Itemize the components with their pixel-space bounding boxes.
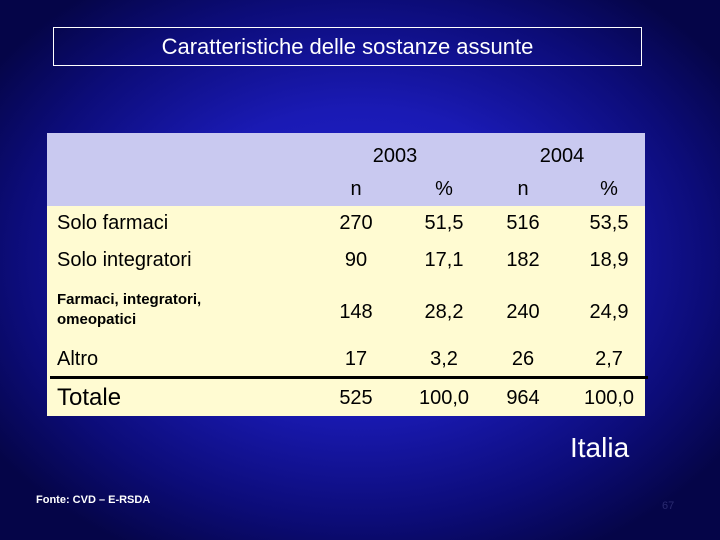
table-cell: 270	[339, 212, 373, 234]
row-label-farmaci-integratori-omeopatici	[57, 290, 201, 330]
slide-title: Caratteristiche delle sostanze assunte	[161, 33, 534, 59]
table-cell: 516	[506, 212, 540, 234]
subheader-pct-2003: %	[435, 178, 453, 200]
row-label-solo-integratori: Solo integratori	[57, 249, 192, 271]
source-note: Fonte: CVD – E-RSDA	[36, 494, 151, 506]
table-cell: 24,9	[589, 301, 629, 323]
subheader-n-2003: n	[350, 178, 362, 200]
year-2004-header: 2004	[539, 145, 585, 167]
row-label-totale: Totale	[57, 384, 122, 411]
data-table	[47, 133, 645, 416]
row-label-line-1: Farmaci, integratori,	[57, 291, 202, 308]
table-cell: 3,2	[430, 348, 458, 370]
table-cell: 964	[506, 387, 540, 409]
table-cell: 100,0	[418, 387, 470, 409]
table-cell: 90	[344, 249, 368, 271]
year-2003-header: 2003	[372, 145, 418, 167]
table-cell: 17,1	[424, 249, 464, 271]
subheader-pct-2004: %	[600, 178, 618, 200]
table-cell: 51,5	[424, 212, 464, 234]
table-cell: 17	[344, 348, 368, 370]
row-label-line-2: omeopatici	[57, 311, 137, 328]
table-cell: 28,2	[424, 301, 464, 323]
table-cell: 18,9	[589, 249, 629, 271]
table-cell: 525	[339, 387, 373, 409]
total-separator-line	[50, 376, 648, 379]
title-box	[53, 27, 642, 66]
table-cell: 240	[506, 301, 540, 323]
page-number: 67	[662, 500, 675, 512]
row-label-solo-farmaci: Solo farmaci	[57, 212, 169, 234]
table-cell: 148	[339, 301, 373, 323]
table-cell: 2,7	[595, 348, 623, 370]
table-cell: 53,5	[589, 212, 629, 234]
row-label-altro: Altro	[57, 348, 99, 370]
subheader-n-2004: n	[517, 178, 529, 200]
table-cell: 182	[506, 249, 540, 271]
table-cell: 100,0	[583, 387, 635, 409]
table-cell: 26	[511, 348, 535, 370]
region-label: Italia	[570, 432, 630, 463]
